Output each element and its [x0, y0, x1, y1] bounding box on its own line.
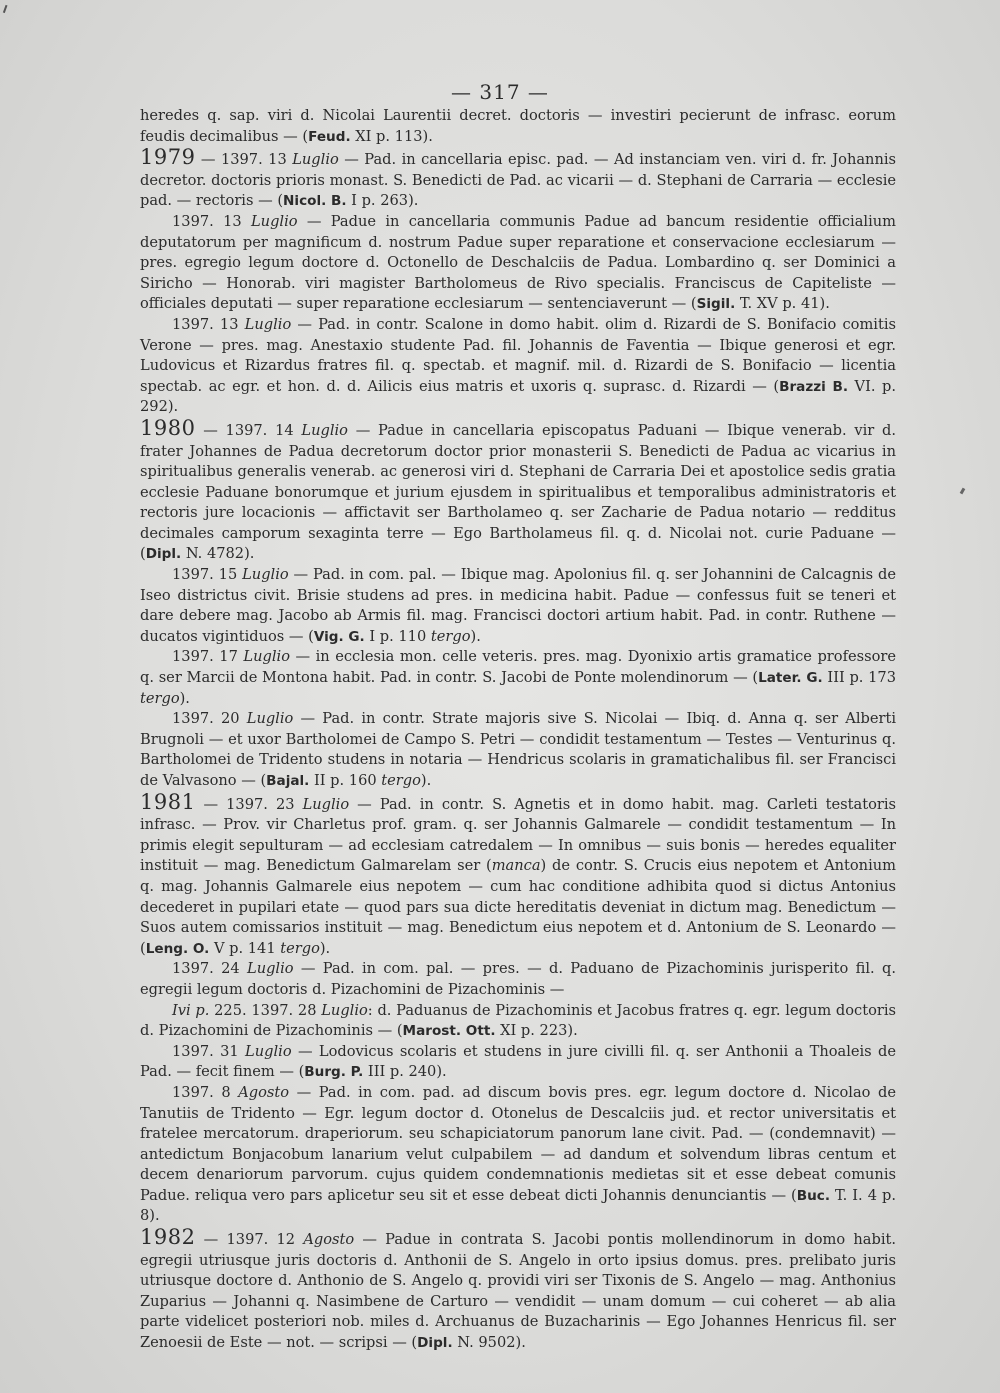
text-run: ).	[470, 627, 481, 645]
italic-text: Luglio	[302, 795, 350, 813]
text-run: — 1397. 14	[195, 421, 302, 439]
text-run: ).	[420, 772, 432, 789]
text-paragraph	[140, 959, 896, 1000]
italic-text: tergo	[430, 627, 471, 645]
entry-number: 1982	[140, 1225, 196, 1250]
text-paragraph	[140, 647, 896, 709]
source-citation: Marost. Ott.	[402, 1023, 496, 1040]
text-run: : d. Paduanus de Pizachominis et Jacobus fratres q. egr. legum doctoris d. Pizachomini de Pizachominis — (	[140, 1001, 896, 1040]
text-run: — 1397. 12	[195, 1231, 304, 1249]
text-run: 1397. 13	[172, 315, 245, 333]
text-run: III p. 240).	[363, 1063, 447, 1081]
scan-mark	[3, 5, 13, 15]
text-run: XI p. 113).	[350, 127, 433, 145]
italic-text: Luglio	[244, 315, 292, 333]
document-body	[140, 106, 896, 1354]
italic-text: Ivi p.	[172, 1001, 210, 1019]
text-run: 225. 1397. 28	[209, 1001, 322, 1019]
text-run: XI p. 223).	[495, 1022, 578, 1040]
text-run: 1397. 17	[172, 648, 244, 666]
text-run: N. 4782).	[181, 545, 255, 563]
text-run: 1397. 8	[172, 1083, 239, 1101]
text-run: — in ecclesia mon. celle veteris. pres. mag. Dyonixio artis gramatice professore q. ser Marcii de Montona habit. Pad. in contr. S. Jacobi de Ponte molendinorum — (	[140, 648, 896, 687]
source-citation: Leng. O.	[145, 940, 210, 957]
text-paragraph	[140, 1001, 896, 1042]
text-run: — Padue in contrata S. Jacobi pontis mollendinorum in domo habit. egregii utriusque juris doctoris d. Anthonii de S. Angelo in orto ipsius domus. pres. prelibato juris utriusque doctore d. Anthonio de S. Angelo q. providi viri ser Tixonis de S. Angelo — mag. Anthonius Zuparius — Johanni q. Nasimbene de Carturo — vendidit — unam domum — cui coheret — ab alia parte videlicet posteriori nob. miles d. Archuanus de Buzacharinis — Ego Johannes Henricus fil. ser Zenoesii de Este — not. — scripsi — (	[140, 1231, 897, 1352]
text-run: 1397. 13	[172, 212, 251, 230]
text-paragraph	[140, 1042, 896, 1083]
text-run: V p. 141	[209, 939, 281, 957]
text-paragraph	[140, 212, 896, 315]
text-run: — Pad. in contr. Scalone in domo habit. olim d. Rizardi de S. Bonifacio comitis Verone — pres. mag. Anestaxio studente Pad. fil. Johannis de Faventia — Ibique generosi et egr. Ludovicus et Rizardus fratres fil. q. spectab. et magnif. mil. d. Rizardi de S. Bonifacio — licentia spectab. ac egr. et hon. d. d. Ailicis eius matris et uxoris q. suprasc. d. Rizardi — (	[140, 315, 896, 395]
entry-paragraph	[140, 1227, 896, 1354]
source-citation: Burg. P.	[304, 1064, 364, 1081]
text-run: — Pad. in com. pad. ad discum bovis pres. egr. legum doctore d. Nicolao de Tanutiis de Tridento — Egr. legum doctor d. Otonelus de Descalciis jud. et rector universitatis et fratelee mercatorum. draperiorum. seu schapiciatorum panorum lane civit. Pad. — (condemnavit) — antedictum Bonjacobum lanarium velut culpabilem — ad dandum et solvendum libras centum et decem denariorum parvorum. cujus quidem condemnationis medietas sit et esse debeat comunis Padue. reliqua vero pars aplicetur seu sit et esse debeat dicti Johannis denunciantis — (	[140, 1083, 896, 1204]
text-run: 1397. 31	[172, 1042, 246, 1060]
source-citation: Later. G.	[758, 670, 823, 687]
italic-text: Luglio	[301, 421, 348, 439]
italic-text: Luglio	[247, 960, 294, 978]
text-run: VI. p. 292).	[140, 377, 896, 416]
text-run: T. XV p. 41).	[735, 295, 830, 313]
text-paragraph	[140, 315, 896, 418]
text-paragraph	[140, 565, 896, 647]
italic-text: tergo	[140, 689, 180, 707]
page-number: — 317 —	[451, 80, 549, 104]
italic-text: Luglio	[246, 710, 294, 728]
text-run: III p. 173	[822, 669, 896, 687]
entry-paragraph	[140, 789, 896, 960]
text-run: ) de contr. S. Crucis eius nepotem et Antonium q. mag. Johannis Galmarele eius nepotem — cum hac conditione adhibita quod si dictus Antonius decederet in pupilari etate — quod pars sua dicte hereditatis deveniat in dictum mag. Benedictum — Suos autem comissarios instituit — mag. Benedictum eius nepotem et d. Antonium de S. Leonardo — (	[140, 857, 896, 957]
scan-speck	[960, 488, 966, 495]
source-citation: Vig. G.	[313, 628, 365, 645]
source-citation: Nicol. B.	[283, 193, 347, 210]
italic-text: Agosto	[238, 1083, 290, 1101]
italic-text: Luglio	[321, 1001, 368, 1019]
italic-text: tergo	[280, 939, 320, 957]
text-run: N. 9502).	[452, 1334, 526, 1352]
entry-paragraph	[140, 147, 896, 212]
text-run: — Pad. in com. pal. — pres. — d. Paduano de Pizachominis jurisperito fil. q. egregii legum doctoris d. Pizachomini de Pizachominis —	[140, 960, 896, 998]
text-run: 1397. 24	[172, 960, 247, 978]
italic-text: Luglio	[245, 1042, 292, 1060]
italic-text: Agosto	[303, 1231, 355, 1249]
entry-number: 1981	[140, 789, 196, 814]
entry-number: 1980	[140, 415, 196, 440]
source-citation: Sigil.	[696, 296, 736, 313]
source-citation: Bajal.	[266, 773, 310, 789]
italic-text: tergo	[381, 772, 421, 789]
italic-text: manca	[491, 857, 541, 875]
italic-text: Luglio	[242, 566, 289, 584]
text-run: T. I. 4 p. 8).	[140, 1186, 897, 1225]
text-run: I p. 110	[364, 627, 431, 645]
text-run: ).	[179, 689, 190, 707]
text-run: — 1397. 13	[195, 151, 293, 169]
text-paragraph	[140, 106, 896, 147]
text-paragraph	[140, 1083, 896, 1227]
source-citation: Brazzi B.	[779, 378, 848, 395]
text-run: I p. 263).	[346, 192, 419, 210]
text-run: — Padue in cancellaria communis Padue ad bancum residentie officialium deputatorum per magnificum d. nostrum Padue super reparatione et conservacione ecclesiarum — pres. egregio legum doctore d. Octonello de Deschalciis de Padua. Lombardino q. ser Dominici a Siricho — Honorab. viri magister Bartholomeus de Rivo specialis. Franciscus de Capiteliste — officiales deputati — super reparatione ecclesiarum — sentenciaverunt — (	[140, 212, 896, 313]
text-run: — 1397. 23	[195, 795, 303, 813]
italic-text: Luglio	[292, 151, 339, 169]
source-citation: Buc.	[796, 1187, 831, 1204]
entry-paragraph	[140, 415, 896, 565]
text-run: — Pad. in contr. S. Agnetis et in domo habit. mag. Carleti testatoris infrasc. — Prov. vir Charletus prof. gram. q. ser Johannis Galmarele — condidit testamentum — In primis elegit sepulturam — ad ecclesiam catredalem — In omnibus — suis bonis — heredes equaliter instituit — mag. Benedictum Galmarelam ser (	[140, 795, 896, 875]
source-citation: Dipl.	[417, 1335, 453, 1352]
italic-text: Luglio	[250, 212, 298, 230]
text-run: — Pad. in contr. Strate majoris sive S. Nicolai — Ibiq. d. Anna q. ser Alberti Brugnoli — et uxor Bartholomei de Campo S. Petri — condidit testamentum — Testes — Venturinus q. Bartholomei de Tridento studens in notaria — Hendricus scolaris in gramatichalibus fil. ser Francisci de Valvasono — (	[140, 710, 896, 789]
text-run: — Pad. in cancellaria episc. pad. — Ad instanciam ven. viri d. fr. Johannis decretor. doctoris prioris monast. S. Benedicti de Pad. ac vicarii — d. Stephani de Carraria — ecclesie pad. — rectoris — (	[140, 151, 896, 210]
italic-text: Luglio	[243, 648, 290, 666]
entry-number: 1979	[140, 145, 196, 170]
text-run: 1397. 20	[172, 710, 247, 728]
text-run: — Padue in cancellaria episcopatus Paduani — Ibique venerab. vir d. frater Johannes de Padua decretorum doctor prior monasterii S. Benedicti de Padua ac vicarius in spiritualibus generalis venerab. ac generosi viri d. Stephani de Carraria Dei et apostolice sedis gratia ecclesie Paduane bonorumque et jurium ejusdem in spiritualibus et temporalibus administratoris et rectoris jure locacionis — affictavit ser Bartholameo q. ser Zacharie de Padua notario — redditus decimales camporum sexaginta terre — Ego Bartholameus fil. q. d. Nicolai not. curie Paduane — (	[140, 421, 896, 563]
text-run: 1397. 15	[172, 566, 243, 584]
text-run: ).	[319, 939, 331, 957]
text-run: heredes q. sap. viri d. Nicolai Laurentii decret. doctoris — investiri pecierunt de infrasc. eorum feudis decimalibus — (	[140, 107, 896, 145]
text-paragraph	[140, 709, 896, 791]
source-citation: Dipl.	[145, 546, 182, 563]
text-run: II p. 160	[309, 772, 382, 789]
text-run: — Lodovicus scolaris et studens in jure civilli fil. q. ser Anthonii a Thoaleis de Pad. — fecit finem — (	[140, 1042, 896, 1081]
text-run: — Pad. in com. pal. — Ibique mag. Apolonius fil. q. ser Johannini de Calcagnis de Iseo districtus civit. Brisie studens ad pres. in medicina habit. Padue — confessus fuit se teneri et dare debere mag. Jacobo ab Armis fil. mag. Francisci doctori artium habit. Pad. in contr. Ruthene — ducatos vigintiduos — (	[140, 566, 896, 645]
source-citation: Feud.	[308, 128, 351, 145]
